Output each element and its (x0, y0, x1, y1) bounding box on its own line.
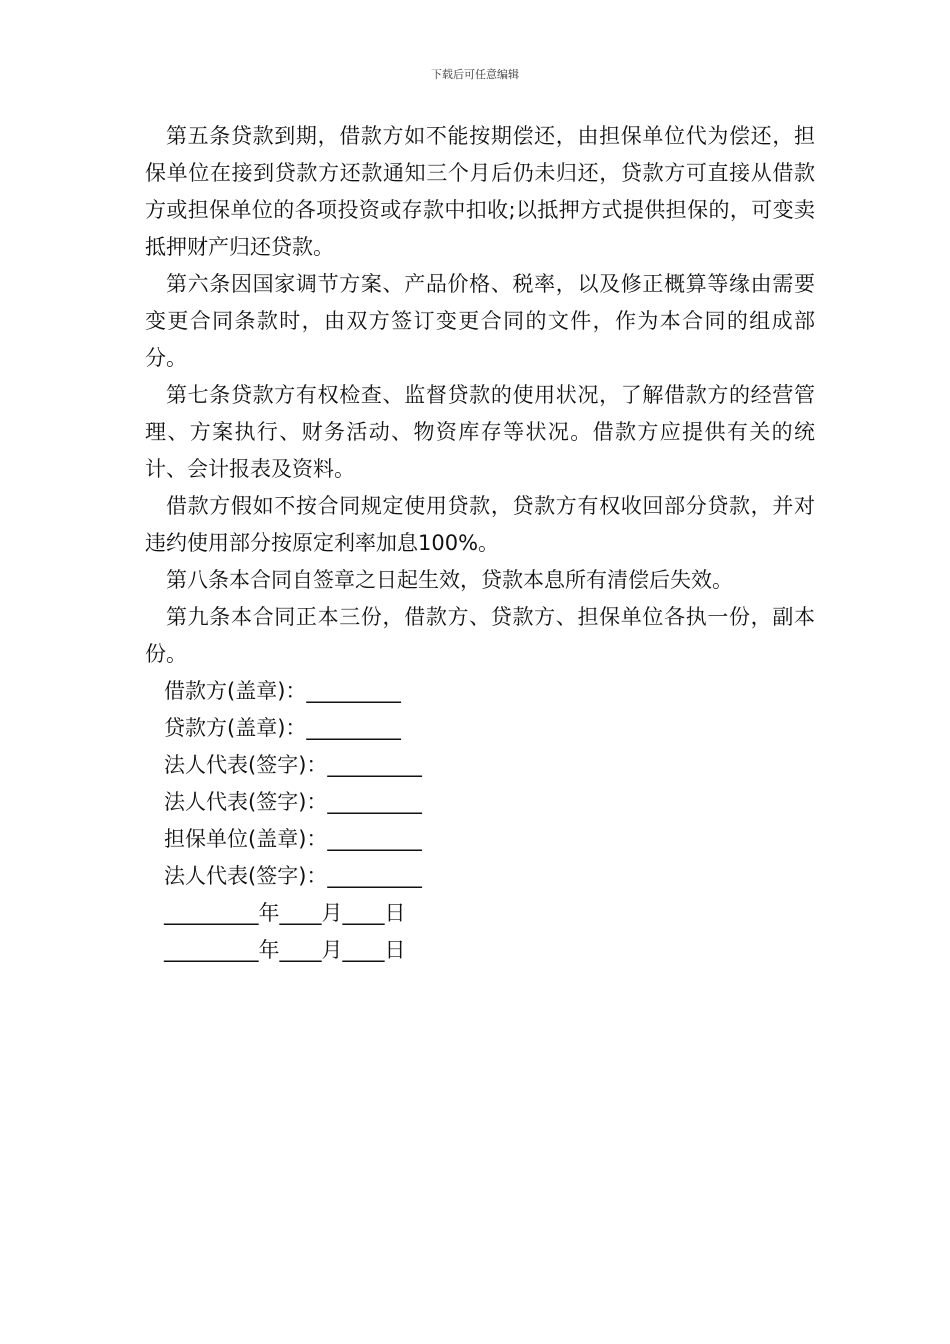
legal-rep-signature-line: 法人代表(签字)：_________ (164, 753, 422, 777)
clause-5-paragraph: 第五条贷款到期，借款方如不能按期偿还，由担保单位代为偿还，担保单位在接到贷款方还款通知三个月后仍未归还，贷款方可直接从借款方或担保单位的各项投资或存款中扣收;以抵押方式提供担保的，可变卖抵押财产归还贷款。 (145, 124, 815, 259)
clause-8-paragraph: 第八条本合同自签章之日起生效，贷款本息所有清偿后失效。 (166, 568, 733, 592)
date-line: _________年____月____日 (164, 938, 406, 962)
lender-seal-line: 贷款方(盖章)：_________ (164, 716, 401, 740)
legal-rep-signature-line: 法人代表(签字)：_________ (164, 864, 422, 888)
clause-9-paragraph: 第九条本合同正本三份，借款方、贷款方、担保单位各执一份，副本份。 (145, 605, 815, 666)
guarantor-seal-line: 担保单位(盖章)：_________ (164, 827, 422, 851)
contract-body (145, 118, 815, 969)
date-line: _________年____月____日 (164, 901, 406, 925)
clause-7-paragraph: 第七条贷款方有权检查、监督贷款的使用状况，了解借款方的经营管理、方案执行、财务活动、物资库存等状况。借款方应提供有关的统计、会计报表及资料。 (145, 383, 815, 481)
borrower-seal-line: 借款方(盖章)：_________ (164, 679, 401, 703)
legal-rep-signature-line: 法人代表(签字)：_________ (164, 790, 422, 814)
page-header-note: 下载后可任意编辑 (431, 68, 519, 81)
signature-block (145, 673, 815, 969)
clause-6-paragraph: 第六条因国家调节方案、产品价格、税率，以及修正概算等缘由需要变更合同条款时，由双方签订变更合同的文件，作为本合同的组成部分。 (145, 272, 815, 370)
misuse-penalty-paragraph: 借款方假如不按合同规定使用贷款，贷款方有权收回部分贷款，并对违约使用部分按原定利率加息100%。 (145, 494, 815, 555)
